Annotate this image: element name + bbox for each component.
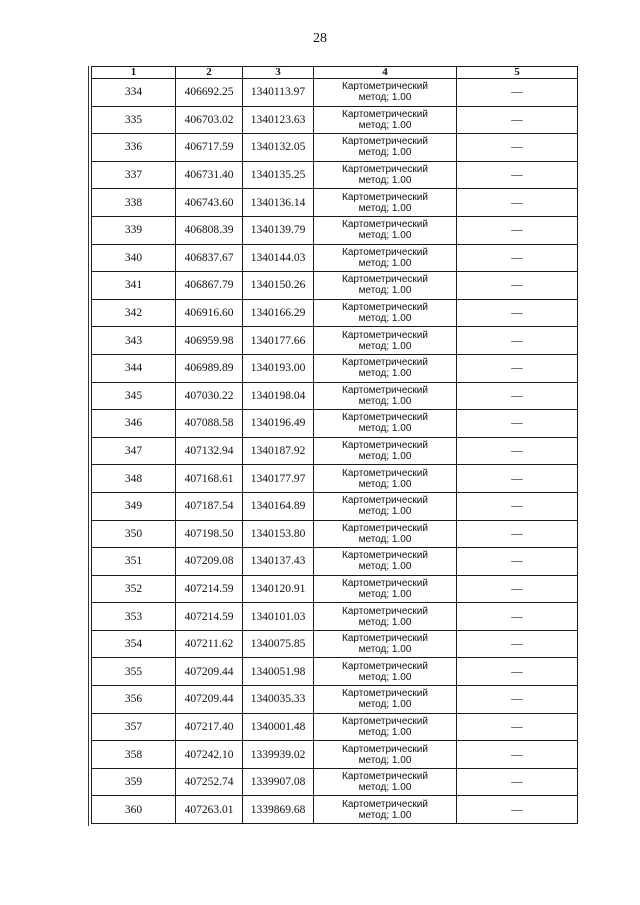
note-cell: — (457, 796, 578, 824)
note-cell: — (457, 713, 578, 741)
point-number: 342 (92, 299, 176, 327)
page-number: 28 (313, 31, 327, 46)
method-cell (314, 382, 457, 410)
note-cell: — (457, 658, 578, 686)
table-row (92, 161, 578, 189)
point-number: 360 (92, 796, 176, 824)
margin-rule (88, 66, 89, 826)
point-number: 339 (92, 216, 176, 244)
coord-x: 406989.89 (176, 354, 243, 382)
table-row (92, 603, 578, 631)
method-cell (314, 713, 457, 741)
coord-y: 1340001.48 (243, 713, 314, 741)
note-cell: — (457, 272, 578, 300)
method-line-1: Картометрический (342, 495, 428, 507)
header-col-5: 5 (457, 67, 578, 79)
method-line-2: метод; 1.00 (358, 478, 412, 490)
method-cell (314, 520, 457, 548)
coord-x: 407263.01 (176, 796, 243, 824)
header-col-1: 1 (92, 67, 176, 79)
method-line-2: метод; 1.00 (358, 809, 412, 821)
coord-x: 406717.59 (176, 134, 243, 162)
coord-y: 1339907.08 (243, 768, 314, 796)
table-row (92, 410, 578, 438)
method-cell (314, 603, 457, 631)
point-number: 341 (92, 272, 176, 300)
point-number: 337 (92, 161, 176, 189)
method-line-1: Картометрический (342, 798, 428, 810)
method-line-1: Картометрический (342, 108, 428, 120)
note-cell: — (457, 327, 578, 355)
note-cell: — (457, 134, 578, 162)
note-cell: — (457, 437, 578, 465)
coord-x: 406743.60 (176, 189, 243, 217)
method-cell (314, 686, 457, 714)
method-cell (314, 272, 457, 300)
method-line-2: метод; 1.00 (358, 368, 412, 380)
coord-x: 407209.44 (176, 686, 243, 714)
method-cell (314, 796, 457, 824)
method-line-1: Картометрический (342, 440, 428, 452)
method-cell (314, 79, 457, 107)
point-number: 346 (92, 410, 176, 438)
method-cell (314, 299, 457, 327)
method-line-1: Картометрический (342, 384, 428, 396)
table-row (92, 299, 578, 327)
method-line-2: метод; 1.00 (358, 257, 412, 269)
method-line-2: метод; 1.00 (358, 175, 412, 187)
table-row (92, 216, 578, 244)
coord-y: 1340137.43 (243, 548, 314, 576)
method-line-2: метод; 1.00 (358, 395, 412, 407)
method-cell (314, 134, 457, 162)
method-line-2: метод; 1.00 (358, 588, 412, 600)
method-cell (314, 741, 457, 769)
method-line-1: Картометрический (342, 660, 428, 672)
point-number: 340 (92, 244, 176, 272)
method-line-2: метод; 1.00 (358, 726, 412, 738)
table-row (92, 630, 578, 658)
point-number: 345 (92, 382, 176, 410)
method-cell (314, 548, 457, 576)
method-line-2: метод; 1.00 (358, 119, 412, 131)
point-number: 336 (92, 134, 176, 162)
coord-y: 1340132.05 (243, 134, 314, 162)
method-line-2: метод; 1.00 (358, 699, 412, 711)
method-line-1: Картометрический (342, 136, 428, 148)
coord-x: 407252.74 (176, 768, 243, 796)
method-line-1: Картометрический (342, 81, 428, 93)
point-number: 352 (92, 575, 176, 603)
method-line-2: метод; 1.00 (358, 754, 412, 766)
method-line-1: Картометрический (342, 219, 428, 231)
method-cell (314, 492, 457, 520)
method-cell (314, 327, 457, 355)
method-line-1: Картометрический (342, 743, 428, 755)
coord-y: 1340101.03 (243, 603, 314, 631)
point-number: 334 (92, 79, 176, 107)
table-row (92, 79, 578, 107)
coord-x: 406731.40 (176, 161, 243, 189)
note-cell: — (457, 548, 578, 576)
table-row (92, 437, 578, 465)
method-line-2: метод; 1.00 (358, 506, 412, 518)
table-row (92, 354, 578, 382)
coord-y: 1340193.00 (243, 354, 314, 382)
table-row (92, 796, 578, 824)
note-cell: — (457, 189, 578, 217)
method-line-1: Картометрический (342, 329, 428, 341)
point-number: 338 (92, 189, 176, 217)
table-row (92, 134, 578, 162)
coord-x: 406916.60 (176, 299, 243, 327)
method-cell (314, 189, 457, 217)
point-number: 351 (92, 548, 176, 576)
point-number: 344 (92, 354, 176, 382)
table-row (92, 575, 578, 603)
method-line-2: метод; 1.00 (358, 147, 412, 159)
method-cell (314, 354, 457, 382)
table-row (92, 520, 578, 548)
method-line-1: Картометрический (342, 412, 428, 424)
table-row (92, 768, 578, 796)
coord-y: 1340187.92 (243, 437, 314, 465)
method-cell (314, 216, 457, 244)
method-line-2: метод; 1.00 (358, 313, 412, 325)
method-line-1: Картометрический (342, 577, 428, 589)
note-cell: — (457, 768, 578, 796)
coord-y: 1340135.25 (243, 161, 314, 189)
method-line-2: метод; 1.00 (358, 451, 412, 463)
coord-x: 407030.22 (176, 382, 243, 410)
method-line-2: метод; 1.00 (358, 423, 412, 435)
note-cell: — (457, 79, 578, 107)
method-cell (314, 244, 457, 272)
coord-y: 1340075.85 (243, 630, 314, 658)
method-line-2: метод; 1.00 (358, 671, 412, 683)
note-cell: — (457, 299, 578, 327)
coord-x: 406703.02 (176, 106, 243, 134)
note-cell: — (457, 492, 578, 520)
coord-y: 1340153.80 (243, 520, 314, 548)
method-line-2: метод; 1.00 (358, 285, 412, 297)
method-line-2: метод; 1.00 (358, 616, 412, 628)
coord-y: 1340123.63 (243, 106, 314, 134)
method-cell (314, 575, 457, 603)
method-line-1: Картометрический (342, 771, 428, 783)
point-number: 358 (92, 741, 176, 769)
point-number: 356 (92, 686, 176, 714)
coord-y: 1340177.66 (243, 327, 314, 355)
coord-y: 1340113.97 (243, 79, 314, 107)
coord-x: 407168.61 (176, 465, 243, 493)
note-cell: — (457, 382, 578, 410)
method-line-1: Картометрический (342, 522, 428, 534)
coord-y: 1340196.49 (243, 410, 314, 438)
coord-y: 1340177.97 (243, 465, 314, 493)
coord-x: 407217.40 (176, 713, 243, 741)
point-number: 357 (92, 713, 176, 741)
table-row (92, 327, 578, 355)
coord-x: 407132.94 (176, 437, 243, 465)
note-cell: — (457, 216, 578, 244)
method-line-2: метод; 1.00 (358, 533, 412, 545)
point-number: 349 (92, 492, 176, 520)
method-cell (314, 410, 457, 438)
table-row (92, 465, 578, 493)
coord-x: 407214.59 (176, 603, 243, 631)
header-row (92, 67, 578, 79)
method-line-2: метод; 1.00 (358, 561, 412, 573)
table-row (92, 713, 578, 741)
point-number: 347 (92, 437, 176, 465)
table-row (92, 658, 578, 686)
coord-y: 1340139.79 (243, 216, 314, 244)
method-line-1: Картометрический (342, 467, 428, 479)
note-cell: — (457, 603, 578, 631)
coord-y: 1340144.03 (243, 244, 314, 272)
method-line-1: Картометрический (342, 164, 428, 176)
coord-x: 406692.25 (176, 79, 243, 107)
coord-y: 1340035.33 (243, 686, 314, 714)
coord-y: 1340136.14 (243, 189, 314, 217)
coord-y: 1340166.29 (243, 299, 314, 327)
point-number: 359 (92, 768, 176, 796)
table-row (92, 382, 578, 410)
point-number: 355 (92, 658, 176, 686)
coord-x: 407211.62 (176, 630, 243, 658)
note-cell: — (457, 575, 578, 603)
coord-x: 407198.50 (176, 520, 243, 548)
method-line-1: Картометрический (342, 633, 428, 645)
note-cell: — (457, 354, 578, 382)
table-row (92, 272, 578, 300)
method-line-2: метод; 1.00 (358, 202, 412, 214)
coord-y: 1340164.89 (243, 492, 314, 520)
method-line-1: Картометрический (342, 688, 428, 700)
method-cell (314, 106, 457, 134)
method-line-2: метод; 1.00 (358, 782, 412, 794)
table-row (92, 244, 578, 272)
coord-y: 1339939.02 (243, 741, 314, 769)
header-col-4: 4 (314, 67, 457, 79)
note-cell: — (457, 244, 578, 272)
coord-x: 407209.08 (176, 548, 243, 576)
table-row (92, 686, 578, 714)
table-body (92, 79, 578, 824)
table-row (92, 189, 578, 217)
point-number: 350 (92, 520, 176, 548)
table-row (92, 492, 578, 520)
method-cell (314, 768, 457, 796)
method-cell (314, 658, 457, 686)
method-line-2: метод; 1.00 (358, 92, 412, 104)
table-row (92, 741, 578, 769)
method-line-1: Картометрический (342, 357, 428, 369)
method-line-1: Картометрический (342, 550, 428, 562)
method-cell (314, 630, 457, 658)
point-number: 353 (92, 603, 176, 631)
method-line-2: метод; 1.00 (358, 340, 412, 352)
coord-x: 407214.59 (176, 575, 243, 603)
method-cell (314, 437, 457, 465)
table-row (92, 106, 578, 134)
method-cell (314, 161, 457, 189)
method-line-1: Картометрический (342, 274, 428, 286)
coord-x: 407088.58 (176, 410, 243, 438)
note-cell: — (457, 465, 578, 493)
method-line-2: метод; 1.00 (358, 644, 412, 656)
method-line-1: Картометрический (342, 715, 428, 727)
point-number: 354 (92, 630, 176, 658)
point-number: 348 (92, 465, 176, 493)
method-line-1: Картометрический (342, 605, 428, 617)
table-row (92, 548, 578, 576)
coord-x: 406867.79 (176, 272, 243, 300)
coord-y: 1340051.98 (243, 658, 314, 686)
coord-x: 406837.67 (176, 244, 243, 272)
coord-x: 406808.39 (176, 216, 243, 244)
coord-x: 407242.10 (176, 741, 243, 769)
coord-x: 407187.54 (176, 492, 243, 520)
point-number: 335 (92, 106, 176, 134)
coord-y: 1340120.91 (243, 575, 314, 603)
note-cell: — (457, 686, 578, 714)
coordinates-table (91, 66, 578, 824)
point-number: 343 (92, 327, 176, 355)
note-cell: — (457, 741, 578, 769)
coord-y: 1340150.26 (243, 272, 314, 300)
method-line-1: Картометрический (342, 302, 428, 314)
header-col-3: 3 (243, 67, 314, 79)
note-cell: — (457, 106, 578, 134)
note-cell: — (457, 161, 578, 189)
method-cell (314, 465, 457, 493)
method-line-2: метод; 1.00 (358, 230, 412, 242)
note-cell: — (457, 520, 578, 548)
method-line-1: Картометрический (342, 246, 428, 258)
header-col-2: 2 (176, 67, 243, 79)
note-cell: — (457, 410, 578, 438)
coord-x: 406959.98 (176, 327, 243, 355)
method-line-1: Картометрический (342, 191, 428, 203)
coord-y: 1340198.04 (243, 382, 314, 410)
coord-y: 1339869.68 (243, 796, 314, 824)
note-cell: — (457, 630, 578, 658)
coord-x: 407209.44 (176, 658, 243, 686)
